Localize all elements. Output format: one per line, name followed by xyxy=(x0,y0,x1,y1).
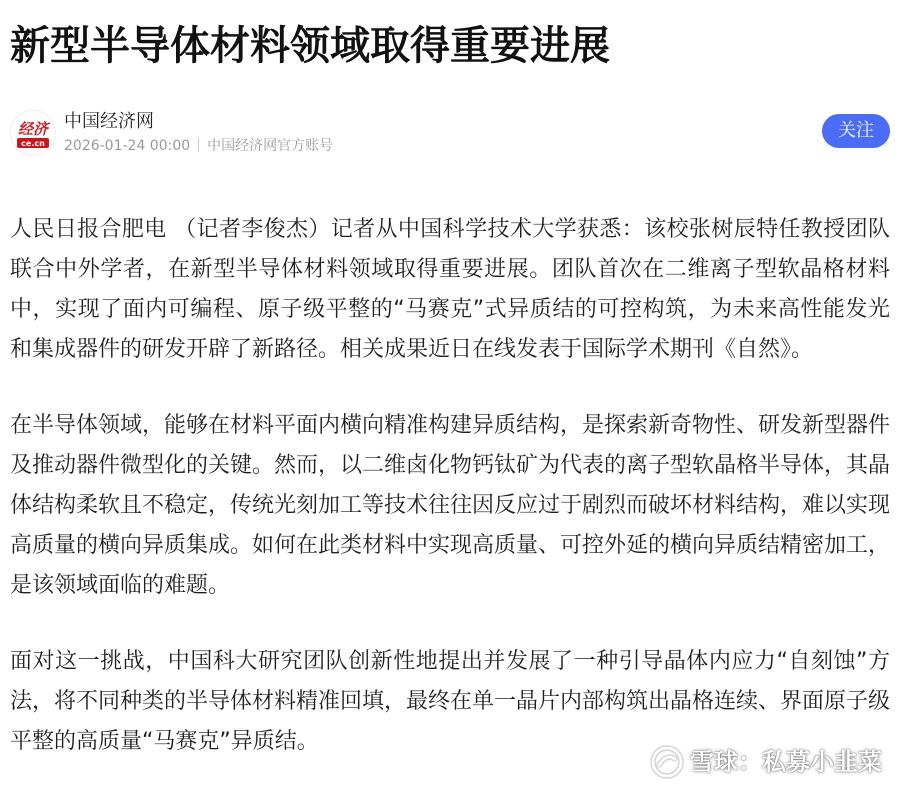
article-body xyxy=(10,210,890,798)
meta-divider xyxy=(198,138,199,152)
snowball-icon xyxy=(650,745,684,779)
article-title: 新型半导体材料领域取得重要进展 xyxy=(10,23,610,69)
account-label: 中国经济网官方账号 xyxy=(207,138,334,154)
article-paragraph: 面对这一挑战，中国科大研究团队创新性地提出并发展了一种引导晶体内应力“自刻蚀”方法，将不同种类的半导体材料精准回填，最终在单一晶片内部构筑出晶格连续、界面原子级平整的高质量“马赛克”异质结。 xyxy=(10,649,891,754)
author-row xyxy=(10,108,890,158)
svg-text:经济: 经济 xyxy=(17,120,49,138)
author-name[interactable]: 中国经济网 xyxy=(64,111,154,132)
publish-date: 2026-01-24 00:00 xyxy=(64,138,191,154)
author-avatar[interactable] xyxy=(10,110,56,156)
article-paragraph: 人民日报合肥电 （记者李俊杰）记者从中国科学技术大学获悉：该校张树辰特任教授团队联合中外学者，在新型半导体材料领域取得重要进展。团队首次在二维离子型软晶格材料中，实现了面内可编程、原子级平整的“马赛克”式异质结的可控构筑，为未来高性能发光和集成器件的研发开辟了新路径。相关成果近日在线发表于国际学术期刊《自然》。 xyxy=(10,217,890,362)
post-meta xyxy=(64,136,333,156)
article-paragraph: 在半导体领域，能够在材料平面内横向精准构建异质结构，是探索新奇物性、研发新型器件及推动器件微型化的关键。然而，以二维卤化物钙钛矿为代表的离子型软晶格半导体，其晶体结构柔软且不稳定，传统光刻加工等技术往往因反应过于剧烈而破坏材料结构，难以实现高质量的横向异质集成。如何在此类材料中实现高质量、可控外延的横向异质结精密加工，是该领域面临的难题。 xyxy=(10,413,891,598)
ce-logo-icon xyxy=(11,111,55,155)
watermark-text: 雪球：私募小韭菜 xyxy=(690,748,882,776)
follow-button[interactable]: 关注 xyxy=(822,114,890,148)
watermark xyxy=(650,742,882,782)
svg-text:ce.cn: ce.cn xyxy=(21,139,45,148)
